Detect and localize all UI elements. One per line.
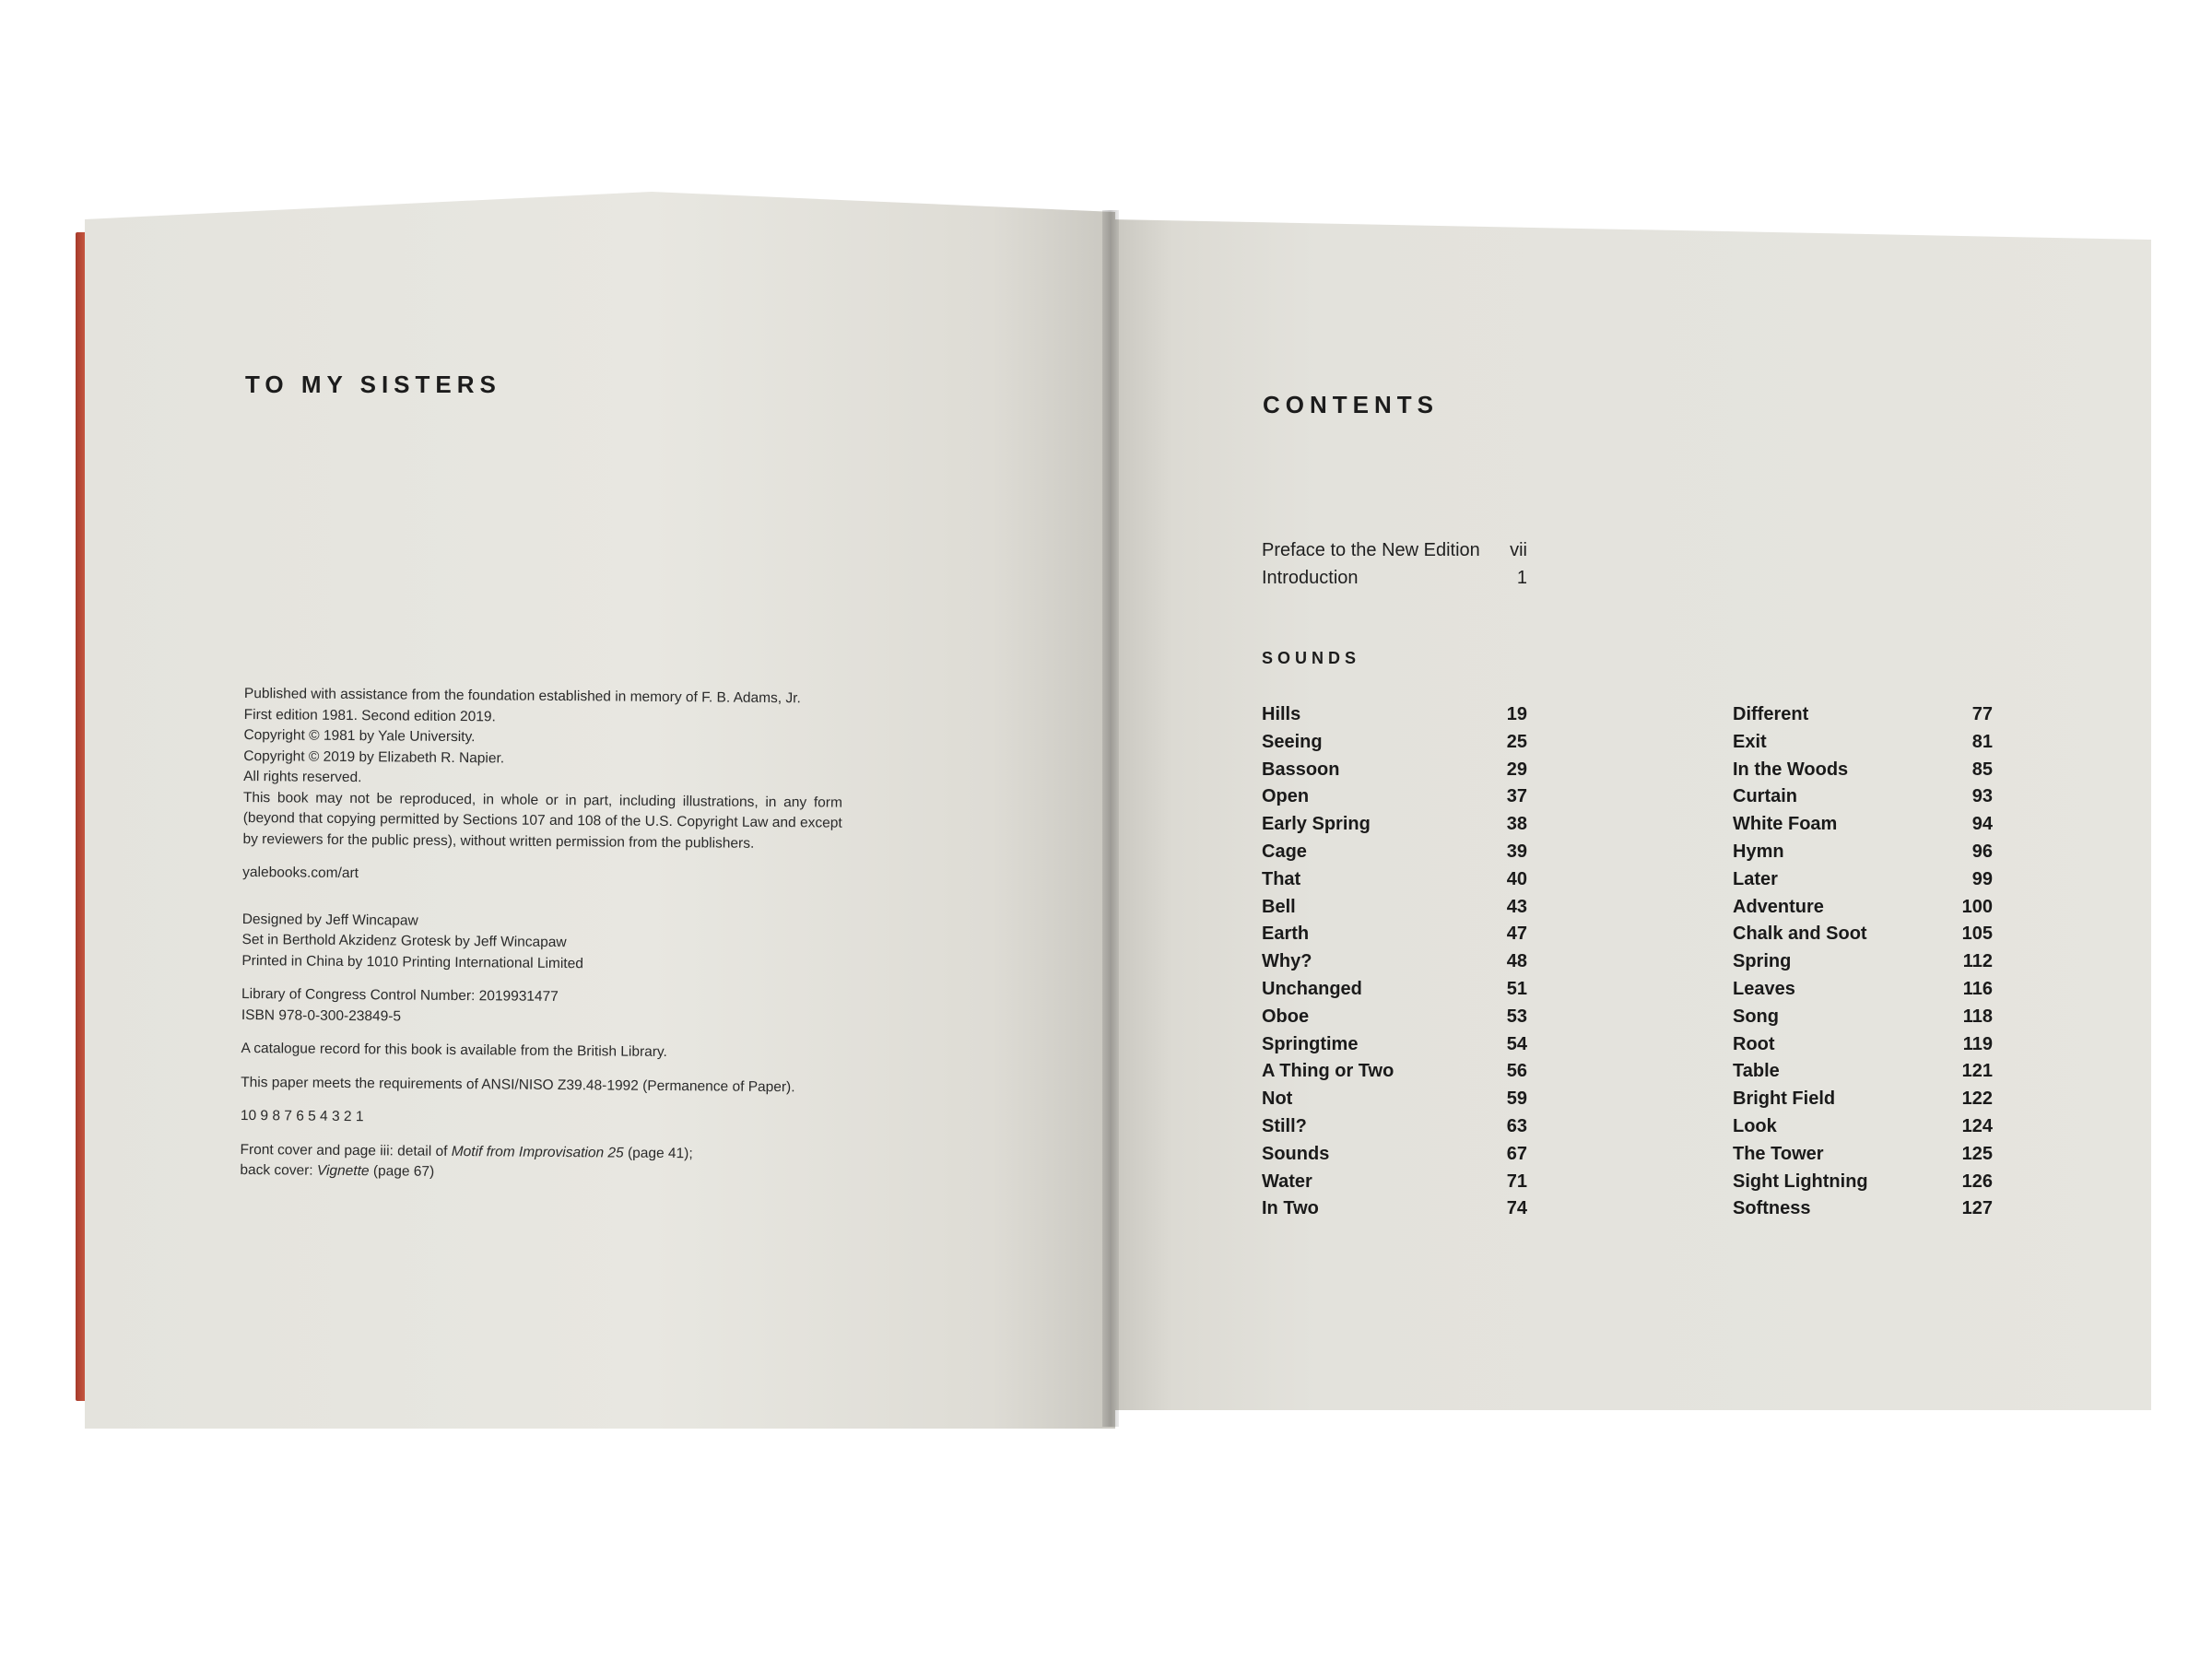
toc-entry — [1733, 1141, 1993, 1169]
toc-entry-title: Not — [1262, 1088, 1293, 1110]
cover-credit-suffix: (page 41); — [623, 1145, 693, 1161]
toc-entry-page: 96 — [1971, 841, 1993, 862]
toc-entry-title: Leaves — [1733, 978, 1795, 999]
toc-entry — [1262, 948, 1527, 976]
toc-entry-page: 43 — [1506, 896, 1527, 917]
toc-entry-page: 56 — [1506, 1061, 1527, 1082]
toc-entry — [1262, 1004, 1527, 1031]
toc-entry — [1733, 866, 1993, 894]
toc-entry-page: 99 — [1971, 868, 1993, 889]
toc-entry-title: Chalk and Soot — [1733, 924, 1867, 945]
toc-entry-page: 53 — [1506, 1006, 1527, 1027]
toc-entry-page: 116 — [1962, 978, 1993, 999]
toc-entry-title: Curtain — [1733, 786, 1797, 807]
edition-note: First edition 1981. Second edition 2019. — [243, 706, 496, 724]
lccn-line: Library of Congress Control Number: 2019931477 — [241, 985, 559, 1005]
toc-entry — [1733, 1004, 1993, 1031]
reproduction-notice: This book may not be reproduced, in whole or in part, including illustrations, in any form (beyond that copying permitted by Sections 107 and 108 of the U.S. Copyright Law and except by reviewers for the public press), without written permission from the publishers. — [242, 789, 842, 852]
toc-entry — [1262, 536, 1527, 564]
toc-entry-page: 124 — [1961, 1115, 1993, 1136]
typeface-credit: Set in Berthold Akzidenz Grotesk by Jeff Wincapaw — [241, 931, 567, 951]
toc-entry-title: Water — [1262, 1171, 1312, 1192]
toc-entry-title: Adventure — [1733, 896, 1824, 917]
cover-credit-title: Motif from Improvisation 25 — [451, 1143, 624, 1161]
back-cover-suffix: (page 67) — [369, 1163, 435, 1180]
cover-credit-prefix: Front cover and page iii: detail of — [240, 1141, 452, 1159]
toc-entry-page: 112 — [1962, 951, 1993, 972]
toc-entry-page: 38 — [1506, 814, 1527, 835]
toc-entry-title: Why? — [1262, 951, 1312, 972]
toc-entry — [1262, 564, 1527, 592]
toc-entry — [1262, 921, 1527, 948]
toc-entry — [1733, 1195, 1993, 1223]
catalogue-note: A catalogue record for this book is available from the British Library. — [241, 1040, 667, 1061]
toc-entry-page: 105 — [1961, 924, 1993, 945]
toc-entry-title: Song — [1733, 1006, 1779, 1027]
toc-entry-page: 47 — [1506, 924, 1527, 945]
toc-entry-title: In the Woods — [1733, 759, 1849, 780]
toc-entry — [1733, 729, 1993, 757]
toc-entry-title: Hymn — [1733, 841, 1784, 862]
toc-entry-title: A Thing or Two — [1262, 1061, 1394, 1082]
toc-entry — [1733, 701, 1993, 729]
toc-entry-title: Oboe — [1262, 1006, 1310, 1027]
toc-entry — [1733, 783, 1993, 811]
toc-entry — [1733, 1113, 1993, 1141]
isbn-line: ISBN 978-0-300-23849-5 — [241, 1006, 402, 1024]
assistance-note: Published with assistance from the foundation established in memory of F. B. Adams, Jr. — [243, 685, 801, 707]
toc-entry-title: Sounds — [1262, 1143, 1330, 1164]
back-cover-title: Vignette — [316, 1162, 370, 1180]
back-cover-prefix: back cover: — [240, 1161, 318, 1179]
toc-entry-title: Introduction — [1262, 568, 1359, 588]
toc-entry — [1733, 894, 1993, 922]
toc-entry-title: Still? — [1262, 1115, 1307, 1136]
toc-entry-title: Bassoon — [1262, 759, 1340, 780]
section-heading: SOUNDS — [1262, 649, 1361, 667]
toc-entry-page: 126 — [1961, 1171, 1993, 1192]
toc-entry-page: 54 — [1506, 1033, 1527, 1054]
toc-entry — [1262, 811, 1527, 839]
toc-entry-page: 121 — [1961, 1061, 1993, 1082]
toc-entry-title: Exit — [1733, 731, 1767, 752]
toc-entry — [1262, 757, 1527, 784]
toc-entry-title: Springtime — [1262, 1033, 1359, 1054]
toc-entry-title: Root — [1733, 1033, 1775, 1054]
toc-entry-page: 127 — [1961, 1198, 1993, 1219]
toc-entry-page: 29 — [1506, 759, 1527, 780]
toc-entry-title: Bell — [1262, 896, 1296, 917]
toc-entry — [1733, 839, 1993, 866]
toc-entry-page: 39 — [1506, 841, 1527, 862]
toc-entry-title: Table — [1733, 1061, 1780, 1082]
toc-entry-page: vii — [1510, 540, 1527, 560]
toc-entry-page: 67 — [1506, 1143, 1527, 1164]
toc-entry-title: Hills — [1262, 704, 1301, 724]
printer-credit: Printed in China by 1010 Printing International Limited — [241, 952, 583, 971]
toc-entry-page: 94 — [1971, 814, 1993, 835]
toc-entry-title: Early Spring — [1262, 814, 1371, 835]
toc-entry-page: 74 — [1506, 1198, 1527, 1219]
toc-entry — [1262, 839, 1527, 866]
toc-entry — [1262, 894, 1527, 922]
toc-entry-page: 19 — [1506, 704, 1527, 724]
toc-entry — [1733, 921, 1993, 948]
toc-entry — [1262, 1141, 1527, 1169]
toc-entry-page: 125 — [1961, 1143, 1993, 1164]
toc-column-1 — [1262, 701, 1527, 1223]
toc-entry-page: 119 — [1962, 1033, 1993, 1054]
toc-entry-page: 37 — [1506, 786, 1527, 807]
toc-entry-title: Later — [1733, 868, 1778, 889]
paper-note: This paper meets the requirements of ANSI/NISO Z39.48-1992 (Permanence of Paper). — [241, 1074, 795, 1095]
toc-entry — [1262, 729, 1527, 757]
toc-entry — [1733, 1169, 1993, 1196]
toc-entry-page: 1 — [1516, 568, 1527, 588]
toc-entry-page: 63 — [1506, 1115, 1527, 1136]
toc-entry — [1262, 1058, 1527, 1086]
toc-entry — [1733, 1031, 1993, 1059]
toc-entry — [1262, 1031, 1527, 1059]
toc-entry — [1733, 948, 1993, 976]
toc-entry-title: Unchanged — [1262, 978, 1362, 999]
printing-line: 10 9 8 7 6 5 4 3 2 1 — [240, 1107, 364, 1125]
toc-entry — [1262, 701, 1527, 729]
toc-entry — [1733, 811, 1993, 839]
toc-entry-page: 51 — [1506, 978, 1527, 999]
toc-entry — [1262, 976, 1527, 1004]
toc-entry-title: Earth — [1262, 924, 1310, 945]
front-matter-list — [1262, 536, 1527, 592]
toc-entry-title: Look — [1733, 1115, 1777, 1136]
toc-entry-page: 40 — [1506, 868, 1527, 889]
toc-entry-title: Bright Field — [1733, 1088, 1836, 1110]
toc-entry-title: Preface to the New Edition — [1262, 540, 1480, 560]
copyright-line: Copyright © 1981 by Yale University. — [243, 726, 476, 746]
toc-entry-title: Sight Lightning — [1733, 1171, 1868, 1192]
toc-entry-page: 81 — [1971, 731, 1993, 752]
toc-entry-title: Cage — [1262, 841, 1307, 862]
toc-entry-title: The Tower — [1733, 1143, 1824, 1164]
website-link[interactable]: yalebooks.com/art — [242, 864, 359, 882]
toc-entry — [1262, 1113, 1527, 1141]
toc-entry — [1733, 976, 1993, 1004]
rights-line: All rights reserved. — [243, 768, 362, 786]
book-gutter — [1102, 210, 1119, 1427]
toc-entry-title: Different — [1733, 704, 1809, 724]
toc-entry-title: In Two — [1262, 1198, 1319, 1219]
toc-entry-page: 48 — [1506, 951, 1527, 972]
toc-entry-page: 122 — [1961, 1088, 1993, 1110]
toc-entry — [1262, 1086, 1527, 1113]
designer-credit: Designed by Jeff Wincapaw — [241, 911, 418, 929]
toc-entry-title: That — [1262, 868, 1301, 889]
toc-entry — [1262, 783, 1527, 811]
toc-entry-title: Open — [1262, 786, 1310, 807]
copyright-line: Copyright © 2019 by Elizabeth R. Napier. — [243, 747, 505, 766]
toc-entry — [1262, 1195, 1527, 1223]
toc-entry — [1733, 757, 1993, 784]
toc-entry-title: Softness — [1733, 1198, 1811, 1219]
toc-column-2 — [1733, 701, 1993, 1223]
toc-entry-page: 25 — [1506, 731, 1527, 752]
toc-entry — [1733, 1086, 1993, 1113]
toc-entry — [1262, 1169, 1527, 1196]
toc-entry-title: White Foam — [1733, 814, 1838, 835]
toc-entry-title: Spring — [1733, 951, 1792, 972]
toc-entry-page: 59 — [1506, 1088, 1527, 1110]
contents-title: CONTENTS — [1263, 391, 1439, 418]
toc-entry-page: 118 — [1962, 1006, 1993, 1027]
dedication: TO MY SISTERS — [245, 371, 501, 398]
toc-entry — [1262, 866, 1527, 894]
toc-entry-page: 93 — [1971, 786, 1993, 807]
toc-entry-page: 100 — [1961, 896, 1993, 917]
copyright-colophon — [240, 684, 843, 1186]
toc-entry-page: 71 — [1506, 1171, 1527, 1192]
toc-entry-title: Seeing — [1262, 731, 1323, 752]
toc-entry-page: 85 — [1971, 759, 1993, 780]
toc-entry — [1733, 1058, 1993, 1086]
toc-entry-page: 77 — [1971, 704, 1993, 724]
